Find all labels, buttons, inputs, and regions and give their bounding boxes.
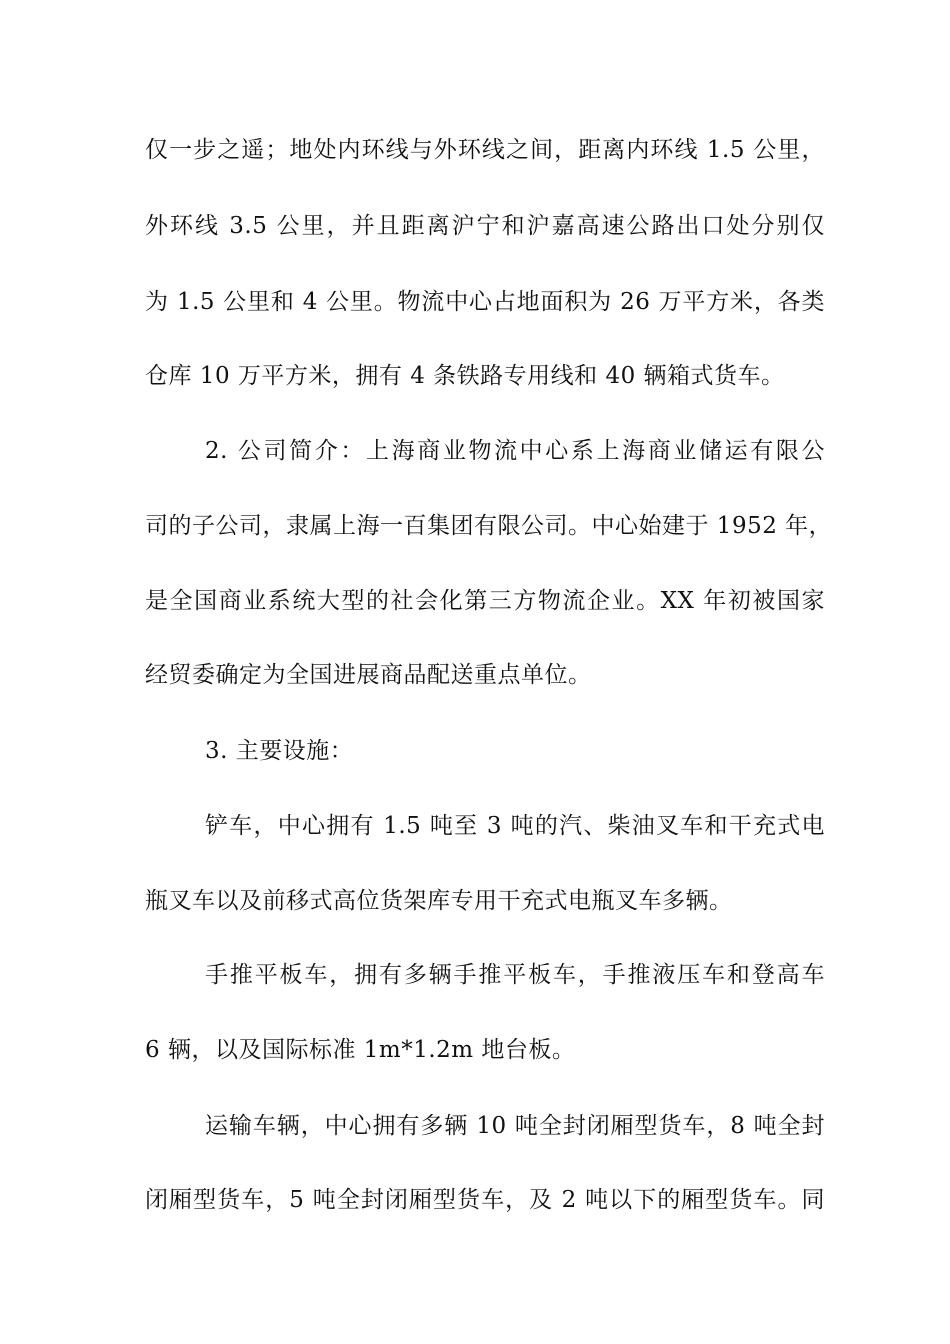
- text-line: 运输车辆，中心拥有多辆 10 吨全封闭厢型货车，8 吨全封: [205, 1113, 825, 1139]
- text-line: 为 1.5 公里和 4 公里。物流中心占地面积为 26 万平方米，各类: [145, 289, 825, 315]
- text-line: 仓库 10 万平方米，拥有 4 条铁路专用线和 40 辆箱式货车。: [145, 363, 785, 389]
- text-line: 司的子公司，隶属上海一百集团有限公司。中心始建于 1952 年，: [145, 513, 833, 539]
- section-heading: 3. 主要设施：: [205, 738, 354, 764]
- text-line: 瓶叉车以及前移式高位货架库专用干充式电瓶叉车多辆。: [145, 888, 733, 914]
- text-line: 手推平板车，拥有多辆手推平板车，手推液压车和登高车: [205, 962, 825, 988]
- text-line: 仅一步之遥；地处内环线与外环线之间，距离内环线 1.5 公里，: [145, 137, 825, 163]
- text-line: 铲车，中心拥有 1.5 吨至 3 吨的汽、柴油叉车和干充式电: [205, 813, 825, 839]
- text-line: 闭厢型货车，5 吨全封闭厢型货车，及 2 吨以下的厢型货车。同: [145, 1187, 825, 1213]
- text-line: 6 辆，以及国际标准 1m*1.2m 地台板。: [145, 1037, 576, 1063]
- text-line: 经贸委确定为全国进展商品配送重点单位。: [145, 662, 592, 688]
- text-line: 是全国商业系统大型的社会化第三方物流企业。XX 年初被国家: [145, 588, 825, 614]
- text-line: 2. 公司简介：上海商业物流中心系上海商业储运有限公: [205, 438, 825, 464]
- text-line: 外环线 3.5 公里，并且距离沪宁和沪嘉高速公路出口处分别仅: [145, 213, 825, 239]
